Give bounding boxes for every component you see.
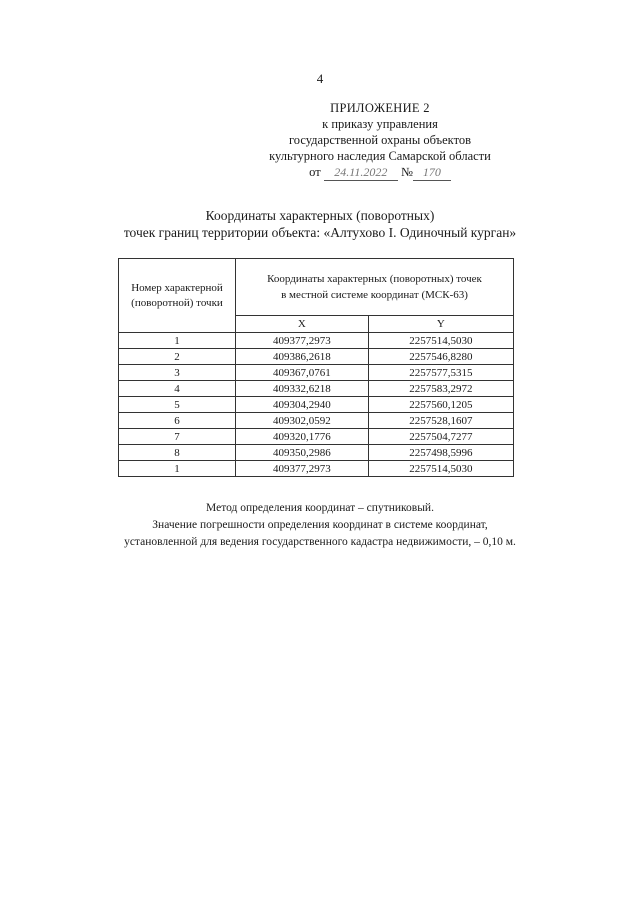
method-note <box>0 500 640 551</box>
title-line-2: точек границ территории объекта: «Алтухово I. Одиночный курган» <box>123 225 517 240</box>
cell-x: 409302,0592 <box>236 413 369 429</box>
cell-x: 409350,2986 <box>236 445 369 461</box>
cell-y: 2257546,8280 <box>368 349 513 365</box>
table-row <box>119 413 514 429</box>
header-coordinates-line2: в местной системе координат (МСК-63) <box>281 289 468 301</box>
page-number: 4 <box>316 71 324 86</box>
cell-y: 2257514,5030 <box>368 461 513 477</box>
cell-x: 409367,0761 <box>236 365 369 381</box>
cell-point: 7 <box>119 429 236 445</box>
appendix-heading: ПРИЛОЖЕНИЕ 2 <box>330 101 430 115</box>
cell-point: 1 <box>119 461 236 477</box>
appendix-date-line <box>250 164 510 181</box>
appendix-line: государственной охраны объектов <box>288 133 472 147</box>
cell-x: 409386,2618 <box>236 349 369 365</box>
number-prefix: № <box>400 165 413 179</box>
appendix-line: к приказу управления <box>322 117 438 131</box>
cell-y: 2257577,5315 <box>368 365 513 381</box>
cell-point: 8 <box>119 445 236 461</box>
cell-x: 409320,1776 <box>236 429 369 445</box>
table-row <box>119 349 514 365</box>
cell-x: 409377,2973 <box>236 461 369 477</box>
cell-y: 2257583,2972 <box>368 381 513 397</box>
cell-y: 2257514,5030 <box>368 333 513 349</box>
cell-point: 6 <box>119 413 236 429</box>
method-line: Метод определения координат – спутниковый. <box>206 502 434 514</box>
header-point-number: Номер характерной (поворотной) точки <box>119 259 236 333</box>
header-axis-y: Y <box>368 316 513 333</box>
header-coordinates-line1: Координаты характерных (поворотных) точек <box>267 273 482 285</box>
cell-x: 409377,2973 <box>236 333 369 349</box>
table-row <box>119 333 514 349</box>
cell-point: 2 <box>119 349 236 365</box>
document-title <box>0 207 640 241</box>
table-row <box>119 461 514 477</box>
cell-y: 2257528,1607 <box>368 413 513 429</box>
accuracy-line-2: установленной для ведения государственного кадастра недвижимости, – 0,10 м. <box>124 536 516 548</box>
cell-y: 2257498,5996 <box>368 445 513 461</box>
appendix-line: культурного наследия Самарской области <box>269 149 491 163</box>
handwritten-number: 170 <box>413 164 451 181</box>
appendix-block <box>250 100 510 181</box>
table-row <box>119 445 514 461</box>
cell-point: 3 <box>119 365 236 381</box>
title-line-1: Координаты характерных (поворотных) <box>205 208 435 223</box>
header-axis-x: X <box>236 316 369 333</box>
table-row <box>119 397 514 413</box>
cell-point: 5 <box>119 397 236 413</box>
date-prefix: от <box>309 165 321 179</box>
cell-y: 2257504,7277 <box>368 429 513 445</box>
header-coordinates <box>236 259 514 316</box>
cell-y: 2257560,1205 <box>368 397 513 413</box>
table-row <box>119 429 514 445</box>
handwritten-date: 24.11.2022 <box>324 164 398 181</box>
cell-point: 1 <box>119 333 236 349</box>
table-row <box>119 381 514 397</box>
cell-point: 4 <box>119 381 236 397</box>
cell-x: 409332,6218 <box>236 381 369 397</box>
coordinates-table <box>118 258 514 477</box>
accuracy-line-1: Значение погрешности определения координат в системе координат, <box>152 519 488 531</box>
cell-x: 409304,2940 <box>236 397 369 413</box>
table-row <box>119 365 514 381</box>
